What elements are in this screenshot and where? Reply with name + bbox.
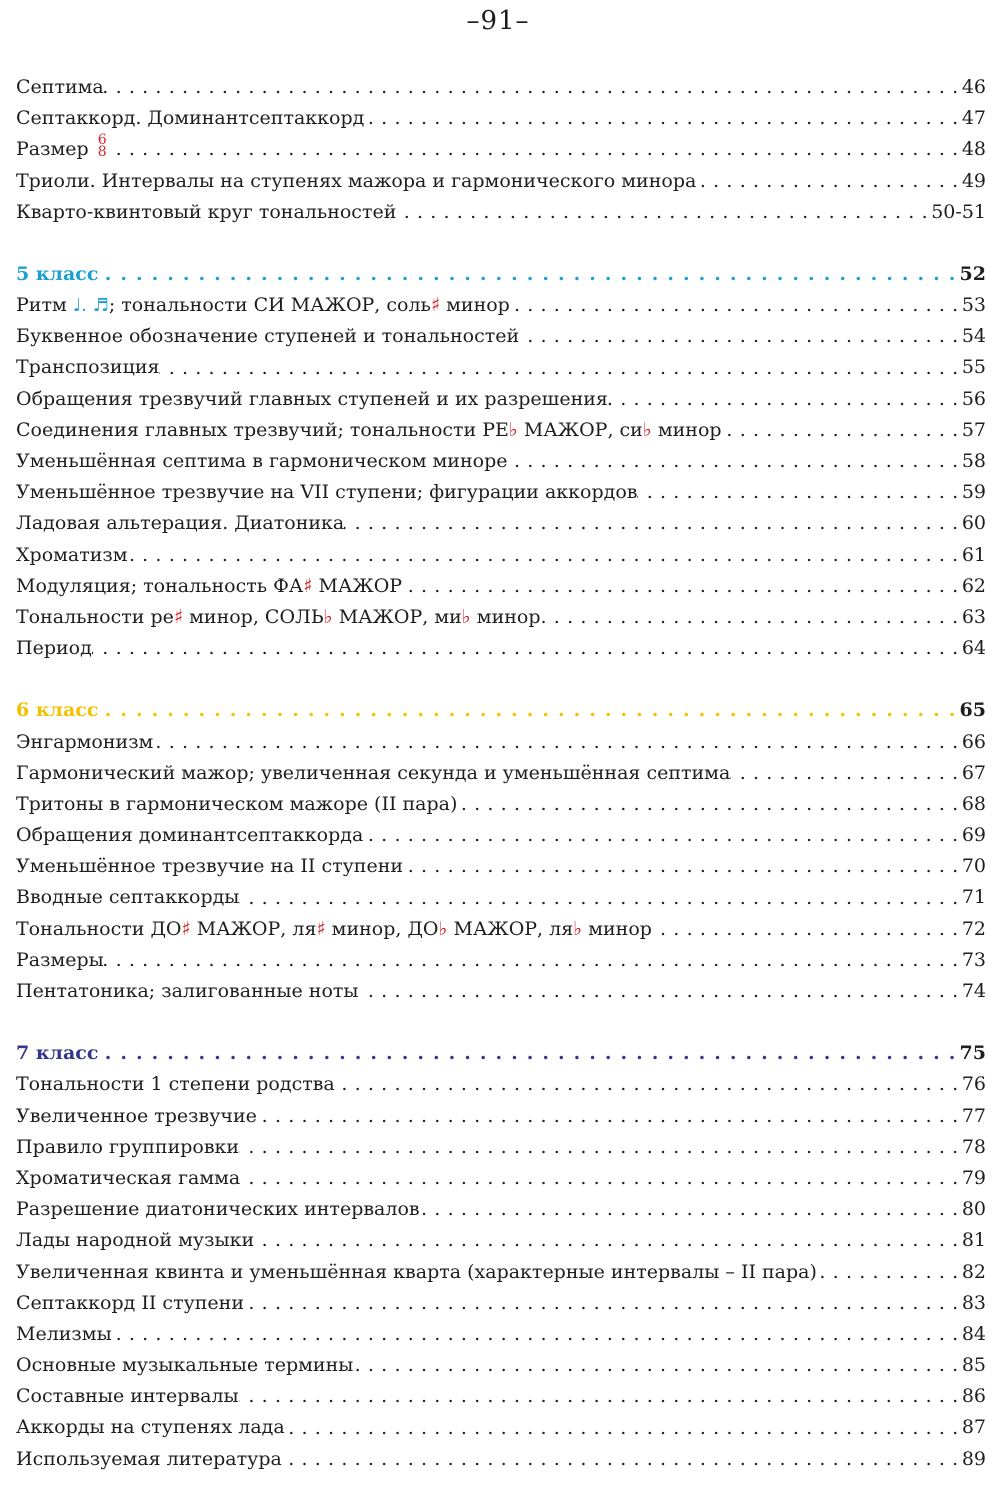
section-title: 7 класс <box>16 1042 99 1065</box>
toc-entry-title: Пентатоника; залигованные ноты <box>16 980 359 1003</box>
dot-leader <box>403 851 962 882</box>
toc-entry-page: 68 <box>961 792 986 815</box>
dot-leader <box>257 1101 962 1132</box>
toc-entry-page: 81 <box>961 1229 986 1252</box>
dot-leader <box>98 1038 959 1069</box>
toc-entry-title: Тритоны в гармоническом мажоре (II пара) <box>16 792 458 815</box>
toc-entry[interactable] <box>16 1069 986 1100</box>
toc-entry-title: Обращения трезвучий главных ступеней и их разрешения <box>16 387 608 410</box>
toc-entry[interactable] <box>16 945 986 976</box>
dot-leader <box>335 1069 962 1100</box>
toc-entry-page: 46 <box>961 75 986 98</box>
section-title: 5 класс <box>16 262 99 285</box>
toc-entry[interactable] <box>16 1350 986 1381</box>
dot-leader <box>730 758 962 789</box>
dot-leader <box>344 508 962 539</box>
toc-entry-page: 79 <box>961 1166 986 1189</box>
section-page: 52 <box>959 262 986 285</box>
toc-entry-page: 56 <box>961 387 986 410</box>
dot-leader <box>817 1257 962 1288</box>
toc-entry[interactable] <box>16 1413 986 1444</box>
toc-entry[interactable] <box>16 1381 986 1412</box>
toc-entry-title: Ладовая альтерация. Диатоника <box>16 512 345 535</box>
toc-entry-title: Мелизмы <box>16 1322 112 1345</box>
dot-leader <box>240 1163 962 1194</box>
toc-entry-page: 58 <box>961 450 986 473</box>
toc-entry-page: 48 <box>961 138 986 161</box>
dot-leader <box>696 166 962 197</box>
dot-leader <box>98 259 959 290</box>
toc-entry[interactable] <box>16 571 986 602</box>
dot-leader <box>153 727 961 758</box>
toc-entry-page: 67 <box>961 761 986 784</box>
toc-entry[interactable] <box>16 1101 986 1132</box>
sharp-icon: ♯ <box>303 574 313 597</box>
dot-leader <box>285 1413 962 1444</box>
sharp-icon: ♯ <box>316 917 326 940</box>
flat-icon: ♭ <box>508 418 518 441</box>
toc-entry[interactable] <box>16 384 986 415</box>
toc-entry[interactable] <box>16 477 986 508</box>
dot-leader <box>396 197 931 228</box>
toc-entry-title: Лады народной музыки <box>16 1229 255 1252</box>
toc-entry-page: 78 <box>961 1135 986 1158</box>
toc-entry[interactable] <box>16 727 986 758</box>
dot-leader <box>722 415 962 446</box>
dot-leader <box>98 695 959 726</box>
toc-entry-title: Период <box>16 637 92 660</box>
toc-entry-page: 89 <box>961 1447 986 1470</box>
toc-entry-page: 72 <box>961 917 986 940</box>
toc-entry-title: Буквенное обозначение ступеней и тональностей <box>16 325 520 348</box>
toc-entry-title: Соединения главных трезвучий; тональности РЕ♭ МАЖОР, си♭ минор <box>16 418 722 441</box>
dot-leader <box>159 353 961 384</box>
toc-entry-title: Уменьшённая септима в гармоническом миноре <box>16 450 508 473</box>
toc-entry[interactable] <box>16 197 986 228</box>
toc-entry-page: 59 <box>961 481 986 504</box>
dot-leader <box>510 290 962 321</box>
toc-entry-page: 74 <box>961 980 986 1003</box>
toc-entry-page: 82 <box>961 1260 986 1283</box>
toc-entry[interactable] <box>16 976 986 1007</box>
toc-entry-page: 62 <box>961 574 986 597</box>
toc-entry-page: 77 <box>961 1104 986 1127</box>
toc-entry[interactable] <box>16 72 986 103</box>
dot-leader <box>541 602 962 633</box>
dot-leader <box>519 321 962 352</box>
toc-entry-page: 86 <box>961 1385 986 1408</box>
dot-leader <box>104 945 962 976</box>
toc-entry[interactable] <box>16 851 986 882</box>
flat-icon: ♭ <box>642 418 652 441</box>
toc-entry-page: 47 <box>961 107 986 130</box>
toc-entry-page: 57 <box>961 418 986 441</box>
toc-entry-page: 63 <box>961 605 986 628</box>
dot-leader <box>364 103 961 134</box>
toc-entry[interactable] <box>16 602 986 633</box>
toc-entry-page: 64 <box>961 637 986 660</box>
toc-entry-page: 69 <box>961 824 986 847</box>
toc-entry-title: Ритм ♩. ♬; тональности СИ МАЖОР, соль♯ минор <box>16 294 510 317</box>
dot-leader <box>457 789 961 820</box>
flat-icon: ♭ <box>573 917 583 940</box>
toc-entry[interactable] <box>16 508 986 539</box>
toc-entry[interactable] <box>16 446 986 477</box>
toc-entry-page: 50-51 <box>931 200 986 223</box>
toc-entry[interactable] <box>16 633 986 664</box>
toc-entry-title: Септима <box>16 75 104 98</box>
dot-leader <box>239 1132 962 1163</box>
toc-entry-title: Энгармонизм <box>16 730 154 753</box>
toc-entry[interactable] <box>16 1319 986 1350</box>
toc-entry-title: Уменьшённое трезвучие на VII ступени; фигурации аккордов <box>16 481 638 504</box>
toc-entry[interactable] <box>16 1444 986 1475</box>
dot-leader <box>107 134 962 165</box>
toc-entry[interactable] <box>16 1225 986 1256</box>
dot-leader <box>128 540 962 571</box>
toc-entry-title: Вводные септаккорды <box>16 886 240 909</box>
dot-leader <box>92 633 962 664</box>
toc-entry-page: 85 <box>961 1354 986 1377</box>
toc-entry-title: Тональности ре♯ минор, СОЛЬ♭ МАЖОР, ми♭ минор <box>16 605 541 628</box>
toc-entry-title: Тональности 1 степени родства <box>16 1073 335 1096</box>
toc-entry-title: Основные музыкальные термины <box>16 1354 354 1377</box>
toc-entry-title: Тональности ДО♯ МАЖОР, ля♯ минор, ДО♭ МАЖОР, ля♭ минор <box>16 917 652 940</box>
toc-entry-title: Составные интервалы <box>16 1385 239 1408</box>
toc-entry-page: 60 <box>961 512 986 535</box>
toc-entry-title: Аккорды на ступенях лада <box>16 1416 285 1439</box>
flat-icon: ♭ <box>461 605 471 628</box>
dot-leader <box>239 1381 962 1412</box>
toc-entry-page: 87 <box>961 1416 986 1439</box>
toc-entry-title: Размер 6 8 <box>16 132 107 161</box>
time-signature: 6 8 <box>97 132 107 161</box>
section-page: 75 <box>959 1042 986 1065</box>
toc-entry-title: Размеры <box>16 948 104 971</box>
toc-entry-page: 73 <box>961 948 986 971</box>
rhythm-notes-icon: ♩. ♬ <box>72 295 109 317</box>
toc-entry-page: 76 <box>961 1073 986 1096</box>
flat-icon: ♭ <box>323 605 333 628</box>
toc-entry-page: 55 <box>961 356 986 379</box>
dot-leader <box>402 571 962 602</box>
toc-entry[interactable] <box>16 166 986 197</box>
toc-entry-title: Модуляция; тональность ФА♯ МАЖОР <box>16 574 403 597</box>
toc-entry-page: 53 <box>961 294 986 317</box>
toc-entry-page: 70 <box>961 855 986 878</box>
dot-leader <box>239 883 961 914</box>
sharp-icon: ♯ <box>181 917 191 940</box>
toc-entry[interactable] <box>16 290 986 321</box>
toc-entry[interactable] <box>16 415 986 446</box>
toc-entry[interactable] <box>16 540 986 571</box>
toc-entry-title: Используемая литература <box>16 1447 282 1470</box>
toc-entry-title: Разрешение диатонических интервалов <box>16 1198 420 1221</box>
toc-entry[interactable] <box>16 1288 986 1319</box>
sharp-icon: ♯ <box>430 294 441 317</box>
toc-entry[interactable] <box>16 1194 986 1225</box>
toc-entry-title: Увеличенная квинта и уменьшённая кварта (характерные интервалы – II пара) <box>16 1260 817 1283</box>
dot-leader <box>420 1194 962 1225</box>
toc-entry[interactable] <box>16 103 986 134</box>
dot-leader <box>359 976 962 1007</box>
toc-entry[interactable] <box>16 1163 986 1194</box>
toc-entry-title: Увеличенное трезвучие <box>16 1104 257 1127</box>
toc-entry-title: Гармонический мажор; увеличенная секунда и уменьшённая септима <box>16 761 731 784</box>
dot-leader <box>104 72 962 103</box>
dot-leader <box>608 384 962 415</box>
toc-entry-page: 66 <box>961 730 986 753</box>
section-page: 65 <box>959 699 986 722</box>
flat-icon: ♭ <box>438 917 448 940</box>
toc-entry-page: 83 <box>961 1291 986 1314</box>
toc-entry[interactable] <box>16 353 986 384</box>
dot-leader <box>363 820 962 851</box>
toc-entry-title: Правило группировки <box>16 1135 240 1158</box>
dot-leader <box>112 1319 962 1350</box>
toc-entry-title: Септаккорд II ступени <box>16 1291 244 1314</box>
dot-leader <box>652 914 962 945</box>
toc-entry[interactable] <box>16 758 986 789</box>
toc-entry-page: 84 <box>961 1322 986 1345</box>
toc-entry[interactable] <box>16 883 986 914</box>
toc-entry-title: Септаккорд. Доминантсептаккорд <box>16 107 365 130</box>
toc-entry[interactable] <box>16 321 986 352</box>
dot-leader <box>353 1350 961 1381</box>
toc-entry[interactable] <box>16 789 986 820</box>
page-number: –91– <box>466 6 530 36</box>
dot-leader <box>282 1444 962 1475</box>
toc-entry[interactable] <box>16 1132 986 1163</box>
toc-entry-page: 54 <box>961 325 986 348</box>
section-title: 6 класс <box>16 699 99 722</box>
toc-entry-title: Обращения доминантсептаккорда <box>16 824 364 847</box>
toc-entry-page: 61 <box>961 543 986 566</box>
section-heading-grade5[interactable] <box>16 259 986 290</box>
toc-entry-title: Триоли. Интервалы на ступенях мажора и гармонического минора <box>16 169 697 192</box>
table-of-contents <box>16 72 986 1475</box>
toc-entry[interactable] <box>16 820 986 851</box>
section-heading-grade7[interactable] <box>16 1038 986 1069</box>
sharp-icon: ♯ <box>173 605 184 628</box>
toc-entry-page: 71 <box>961 886 986 909</box>
toc-entry-title: Уменьшённое трезвучие на II ступени <box>16 855 404 878</box>
toc-entry-title: Кварто-квинтовый круг тональностей <box>16 200 397 223</box>
toc-entry-page: 49 <box>961 169 986 192</box>
dot-leader <box>507 446 961 477</box>
dot-leader <box>244 1288 962 1319</box>
toc-entry-title: Хроматическая гамма <box>16 1166 241 1189</box>
dot-leader <box>254 1225 962 1256</box>
toc-entry[interactable] <box>16 134 986 165</box>
dot-leader <box>637 477 961 508</box>
section-heading-grade6[interactable] <box>16 695 986 726</box>
toc-entry-title: Хроматизм <box>16 543 128 566</box>
toc-entry-page: 80 <box>961 1198 986 1221</box>
toc-entry[interactable] <box>16 1257 986 1288</box>
toc-entry-title: Транспозиция <box>16 356 160 379</box>
toc-entry[interactable] <box>16 914 986 945</box>
